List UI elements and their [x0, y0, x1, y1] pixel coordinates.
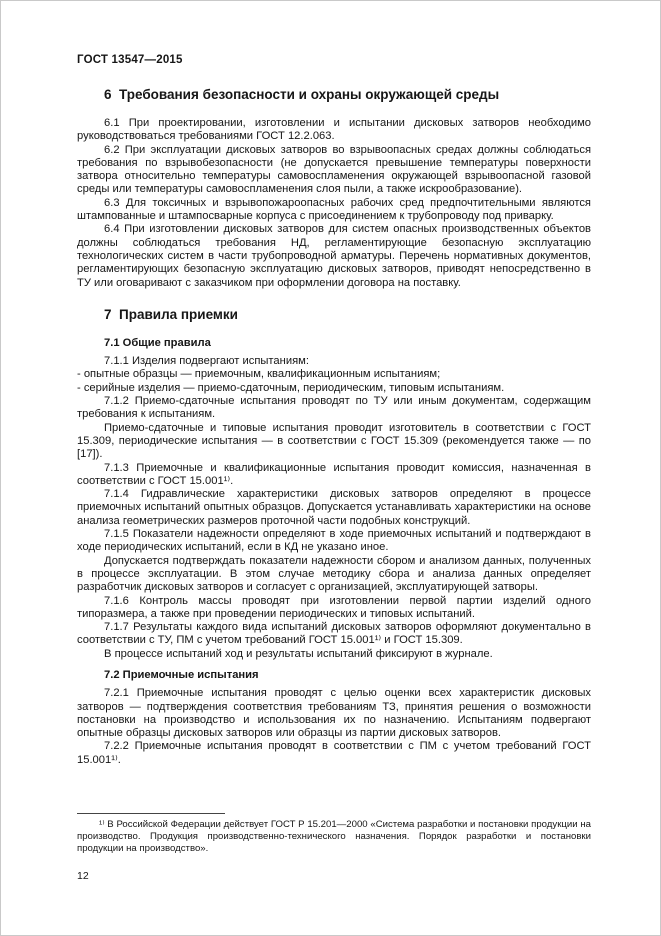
para-7-1-7-continuation: В процессе испытаний ход и результаты испытаний фиксируют в журнале. — [104, 647, 493, 660]
list-item-opytnye-obraztsy: - опытные образцы — приемочным, квалификационным испытаниям; — [77, 368, 441, 381]
doc-code-header: ГОСТ 13547—2015 — [77, 54, 183, 66]
para-6-3: 6.3 Для токсичных и взрывопожароопасных рабочих сред предпочтительными являются штампованные и штампосварные корпуса с присоединением к трубопроводу под приварку. — [77, 196, 591, 223]
list-item-serijnye-izdeliya: - серийные изделия — приемо-сдаточным, периодическим, типовым испытаниям. — [77, 381, 505, 394]
para-7-1-5: 7.1.5 Показатели надежности определяют в ходе приемочных испытаний и подтверждают в ходе периодических испытаний, если в КД не указано иное. — [77, 528, 591, 554]
para-7-2-1: 7.2.1 Приемочные испытания проводят с целью оценки всех характеристик дисковых затворов — подтверждения соответствия требованиям ТЗ, принятия решения о возможности постановки на производство и использования их по назначению. Испытаниям подвергают опытные образцы дисковых затворов или образцы из партии дисковых затворов. — [77, 687, 591, 740]
section-6-heading: 6 Требования безопасности и охраны окружающей среды — [104, 87, 500, 102]
subsection-7-2-heading: 7.2 Приемочные испытания — [104, 668, 259, 681]
footnote-divider — [77, 813, 225, 814]
para-7-1-3: 7.1.3 Приемочные и квалификационные испытания проводит комиссия, назначенная в соответствии с ГОСТ 15.001¹⁾. — [77, 461, 591, 487]
para-7-1-7: 7.1.7 Результаты каждого вида испытаний дисковых затворов оформляют документально в соответствии с ТУ, ПМ с учетом требований ГОСТ 15.001¹⁾ и ГОСТ 15.309. — [77, 621, 591, 647]
footnote-area — [77, 813, 591, 854]
para-7-1-6: 7.1.6 Контроль массы проводят при изготовлении первой партии изделий одного типоразмера, а также при проведении периодических и типовых испытаний. — [77, 594, 591, 620]
page-number: 12 — [77, 870, 89, 882]
para-7-1-2-continuation: Приемо-сдаточные и типовые испытания проводит изготовитель в соответствии с ГОСТ 15.309, периодические испытания — в соответствии с ГОСТ 15.309 (рекомендуется также — по [17]). — [77, 421, 591, 461]
subsection-7-1-heading: 7.1 Общие правила — [104, 336, 211, 349]
para-6-4: 6.4 При изготовлении дисковых затворов для систем опасных производственных объектов должны соблюдаться требования НД, регламентирующие безопасную эксплуатацию технологических систем в части трубопроводной арматуры. Перечень нормативных документов, регламентирующих безопасную эксплуатацию дисковых затворов, приводят непосредственно в ТУ или оговаривают с заказчиком при оформлении договора на поставку. — [77, 223, 591, 289]
document-body — [77, 87, 591, 767]
para-7-1-4: 7.1.4 Гидравлические характеристики дисковых затворов определяют в процессе приемочных испытаний опытных образцов. Допускается устанавливать характеристики на основе анализа геометрических размеров проточной части подобных конструкций. — [77, 488, 591, 527]
para-7-1-1: 7.1.1 Изделия подвергают испытаниям: — [104, 355, 309, 368]
section-7-heading: 7 Правила приемки — [104, 306, 238, 322]
para-7-1-2: 7.1.2 Приемо-сдаточные испытания проводят по ТУ или иным документам, содержащим требования к испытаниям. — [77, 395, 591, 421]
para-6-1: 6.1 При проектировании, изготовлении и испытании дисковых затворов необходимо руководствоваться требованиями ГОСТ 12.2.063. — [77, 117, 591, 143]
para-7-2-2: 7.2.2 Приемочные испытания проводят в соответствии с ПМ с учетом требований ГОСТ 15.001¹⁾. — [77, 740, 591, 766]
para-7-1-5-continuation: Допускается подтверждать показатели надежности сбором и анализом данных, полученных в процессе эксплуатации. В этом случае методику сбора и анализа данных определяет разработчик дисковых затворов и согласует с организацией, эксплуатирующей затворы. — [77, 554, 591, 594]
para-6-2: 6.2 При эксплуатации дисковых затворов во взрывоопасных средах должны соблюдаться требования по взрывобезопасности (не допускается превышение температуры поверхности затвора относительно температуры самовоспламенения окружающей взрывоопасной газовой среды или температуры самовоспламенения слоя пыли, а также искрообразование). — [77, 143, 591, 196]
footnote-text: ¹⁾ В Российской Федерации действует ГОСТ Р 15.201—2000 «Система разработки и постановки продукции на производство. Продукция производственно-технического назначения. Порядок разработки и постановки продукции на производство». — [77, 819, 591, 854]
